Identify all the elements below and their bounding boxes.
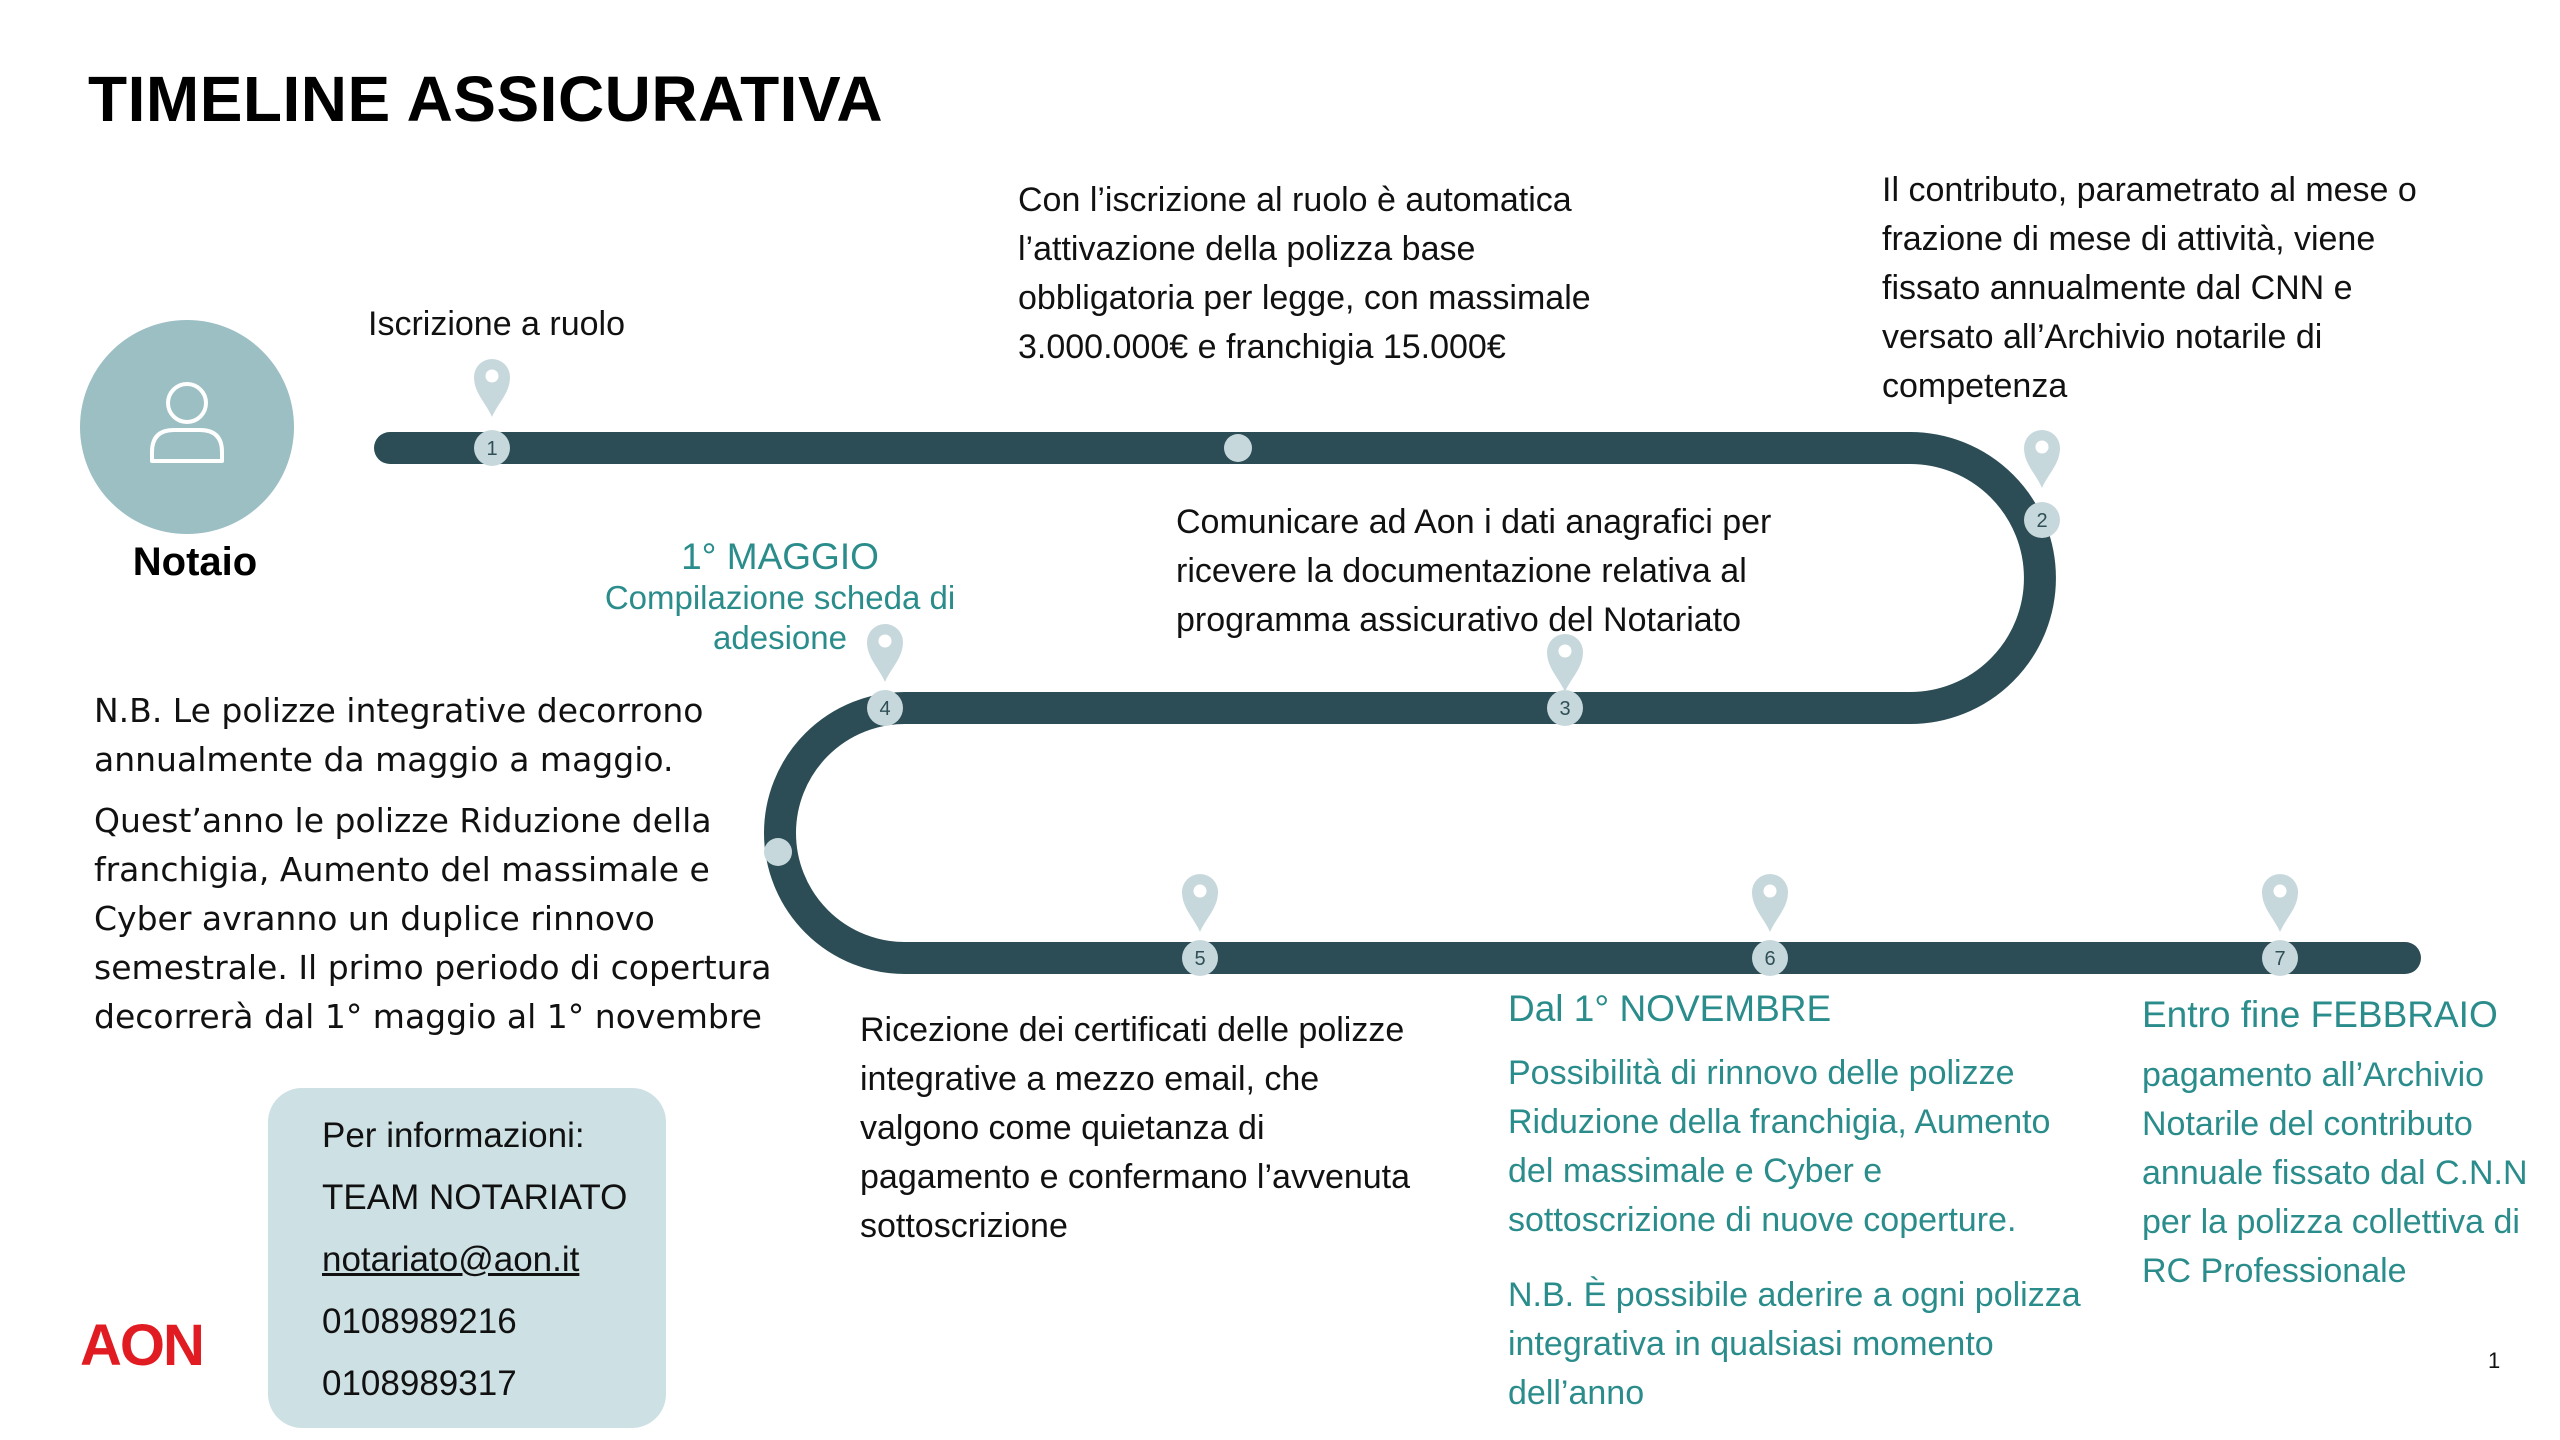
text-line: fissato annualmente dal CNN e bbox=[1882, 269, 2353, 307]
location-pin-icon bbox=[474, 359, 510, 417]
note-line: Con l’iscrizione al ruolo è automatica bbox=[1018, 181, 1572, 219]
step-2-text bbox=[1882, 166, 2522, 411]
step-3-text bbox=[1176, 498, 1836, 645]
step-marker-6 bbox=[1752, 874, 1788, 976]
note-line: l’attivazione della polizza base bbox=[1018, 230, 1476, 268]
text-line: Quest’anno le polizze Riduzione della bbox=[94, 801, 712, 840]
step-number-1: 1 bbox=[486, 438, 498, 460]
text-line: Notarile del contributo bbox=[2142, 1105, 2473, 1143]
text-line: integrative a mezzo email, che bbox=[860, 1060, 1320, 1098]
step-6-block bbox=[1508, 984, 2128, 1418]
step-4-heading: 1° MAGGIO bbox=[681, 536, 879, 577]
text-line: annuale fissato dal C.N.N bbox=[2142, 1154, 2528, 1192]
text-line: Ricezione dei certificati delle polizze bbox=[860, 1011, 1405, 1049]
text-line: annualmente da maggio a maggio. bbox=[94, 740, 674, 779]
text-line: Riduzione della franchigia, Aumento bbox=[1508, 1103, 2051, 1141]
text-line: Possibilità di rinnovo delle polizze bbox=[1508, 1054, 2015, 1092]
text-line: N.B. È possibile aderire a ogni polizza bbox=[1508, 1276, 2081, 1314]
timeline-midpoint-dot bbox=[1224, 434, 1252, 462]
step-number-4: 4 bbox=[879, 698, 891, 720]
step-4-block bbox=[570, 536, 990, 658]
text-line: competenza bbox=[1882, 367, 2068, 405]
step-7-heading: Entro fine FEBBRAIO bbox=[2142, 994, 2498, 1035]
step-number-6: 6 bbox=[1764, 948, 1776, 970]
text-line: versato all’Archivio notarile di bbox=[1882, 318, 2323, 356]
text-line: decorrerà dal 1° maggio al 1° novembre bbox=[94, 997, 762, 1036]
location-pin-icon bbox=[2262, 874, 2298, 932]
text-line: sottoscrizione di nuove coperture. bbox=[1508, 1201, 2017, 1239]
text-line: dell’anno bbox=[1508, 1374, 1645, 1412]
text-line: integrativa in qualsiasi momento bbox=[1508, 1325, 1994, 1363]
info-heading: Per informazioni: bbox=[322, 1116, 585, 1155]
info-phone-2: 0108989317 bbox=[322, 1364, 517, 1403]
text-line: pagamento all’Archivio bbox=[2142, 1056, 2485, 1094]
step-number-3: 3 bbox=[1559, 698, 1571, 720]
text-line: adesione bbox=[713, 619, 847, 656]
notaio-label: Notaio bbox=[132, 540, 258, 584]
text-line: Cyber avranno un duplice rinnovo bbox=[94, 899, 655, 938]
text-line: N.B. Le polizze integrative decorrono bbox=[94, 691, 704, 730]
text-line: per la polizza collettiva di bbox=[2142, 1203, 2520, 1241]
step-6-heading: Dal 1° NOVEMBRE bbox=[1508, 988, 1832, 1029]
info-email-link[interactable]: notariato@aon.it bbox=[322, 1240, 580, 1279]
step-number-5: 5 bbox=[1194, 948, 1206, 970]
text-line: ricevere la documentazione relativa al bbox=[1176, 552, 1747, 590]
step-marker-7 bbox=[2262, 874, 2298, 976]
info-team: TEAM NOTARIATO bbox=[322, 1178, 628, 1217]
text-line: del massimale e Cyber e bbox=[1508, 1152, 1883, 1190]
text-line: franchigia, Aumento del massimale e bbox=[94, 850, 710, 889]
step-1-label: Iscrizione a ruolo bbox=[368, 305, 626, 343]
page-title: TIMELINE ASSICURATIVA bbox=[88, 63, 884, 135]
step-7-block bbox=[2142, 990, 2552, 1296]
note-line: 3.000.000€ e franchigia 15.000€ bbox=[1018, 328, 1506, 366]
location-pin-icon bbox=[2024, 430, 2060, 488]
text-line: frazione di mese di attività, viene bbox=[1882, 220, 2376, 258]
location-pin-icon bbox=[1752, 874, 1788, 932]
person-icon bbox=[80, 320, 294, 534]
step-marker-1 bbox=[474, 359, 510, 466]
location-pin-icon bbox=[1182, 874, 1218, 932]
text-line: pagamento e confermano l’avvenuta bbox=[860, 1158, 1411, 1196]
text-line: semestrale. Il primo periodo di copertura bbox=[94, 948, 772, 987]
text-line: Il contributo, parametrato al mese o bbox=[1882, 171, 2417, 209]
info-phone-1: 0108989216 bbox=[322, 1302, 517, 1341]
text-line: valgono come quietanza di bbox=[860, 1109, 1265, 1147]
aon-logo: AON bbox=[80, 1313, 203, 1378]
text-line: programma assicurativo del Notariato bbox=[1176, 601, 1742, 639]
step-5-text bbox=[860, 1006, 1480, 1251]
text-line: Compilazione scheda di bbox=[604, 579, 956, 616]
step-marker-5 bbox=[1182, 874, 1218, 976]
text-line: Comunicare ad Aon i dati anagrafici per bbox=[1176, 503, 1772, 541]
note-line: obbligatoria per legge, con massimale bbox=[1018, 279, 1591, 317]
text-line: sottoscrizione bbox=[860, 1207, 1068, 1245]
text-line: RC Professionale bbox=[2142, 1252, 2407, 1290]
notaio-avatar bbox=[80, 320, 294, 534]
step-number-7: 7 bbox=[2274, 948, 2286, 970]
step-number-2: 2 bbox=[2036, 510, 2048, 532]
step-marker-2 bbox=[2024, 430, 2060, 538]
nb-note bbox=[94, 686, 794, 1041]
midpoint-note bbox=[1018, 176, 1658, 372]
page-number: 1 bbox=[2488, 1348, 2501, 1373]
step-marker-3 bbox=[1547, 634, 1583, 726]
